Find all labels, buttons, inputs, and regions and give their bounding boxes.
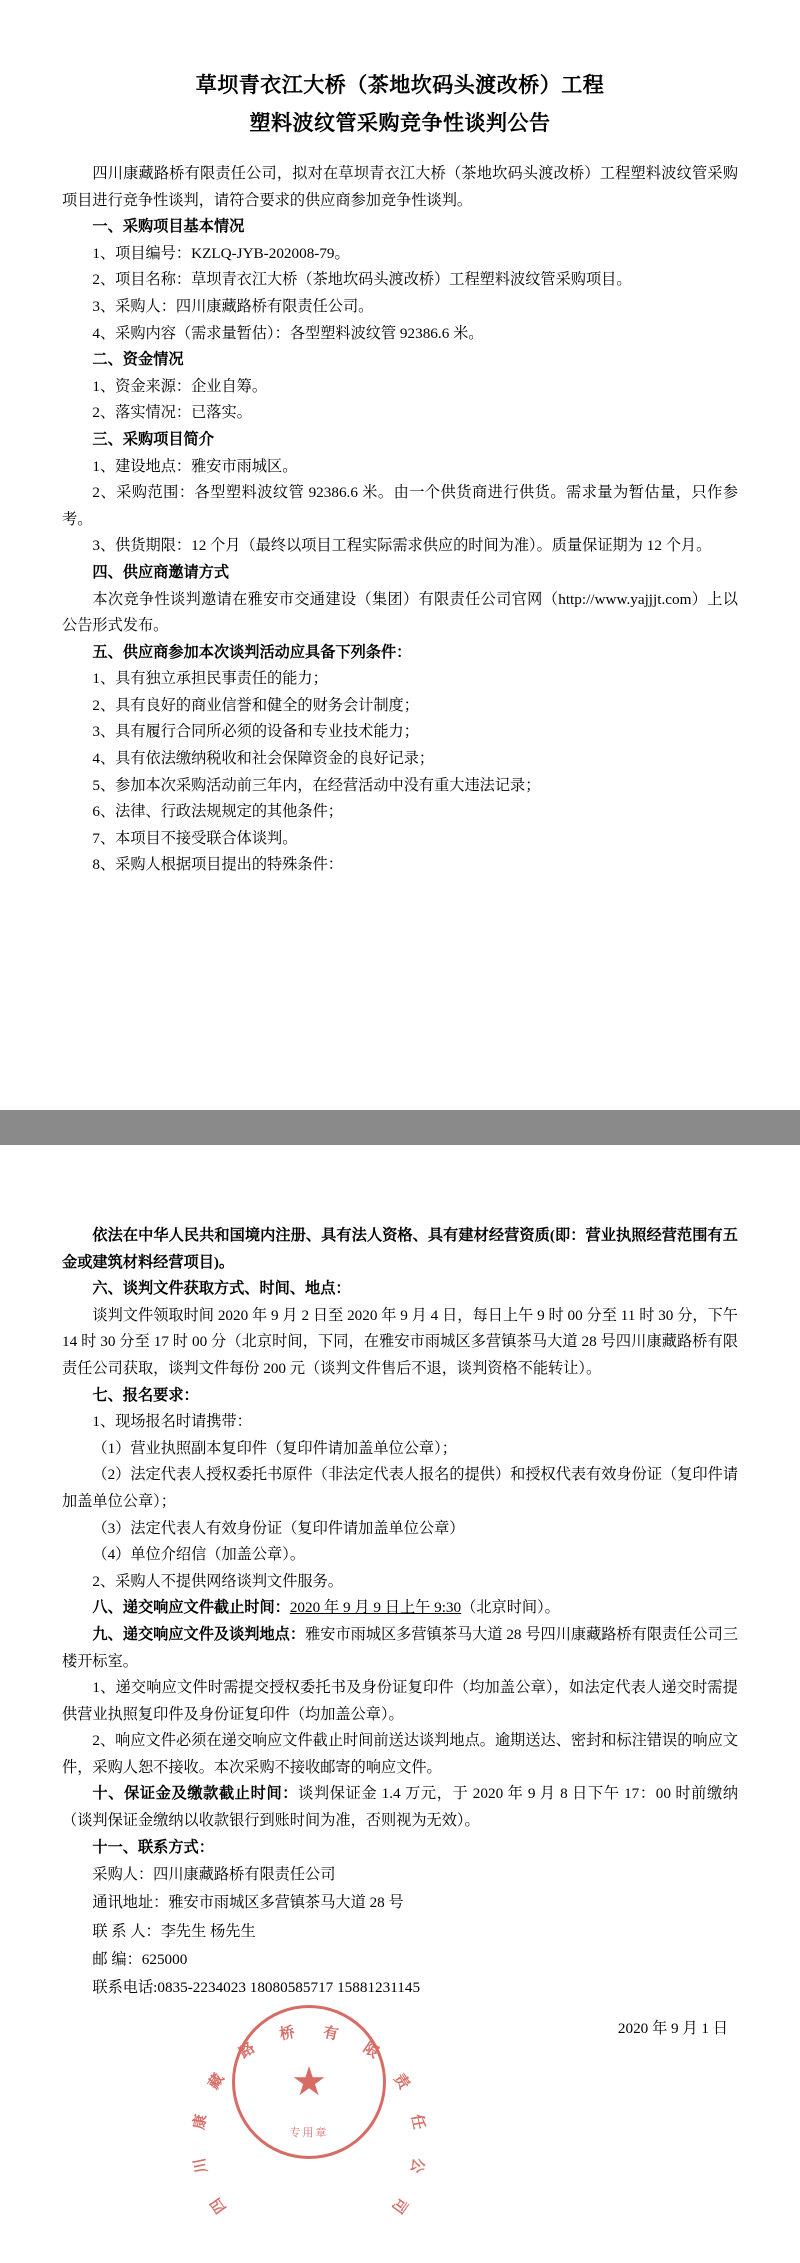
section-heading-9: 九、递交响应文件及谈判地点： — [92, 1625, 306, 1643]
section-7-item-2: （1）营业执照副本复印件（复印件请加盖单位公章）； — [92, 1439, 457, 1457]
page-title-line1: 草坝青衣江大桥（茶地坎码头渡改桥）工程 — [195, 73, 605, 97]
seal-char-2: 康 — [191, 2113, 211, 2131]
section-3-item-2: 2、采购范围：各型塑料波纹管 92386.6 米。由一个供货商进行供货。需求量为暂估量，只作参考。 — [62, 484, 738, 528]
seal-bottom-text: 专用章 — [289, 2127, 329, 2139]
document-date: 2020 年 9 月 1 日 — [617, 2019, 728, 2037]
section-9-location: 雅安市雨城区多营镇茶马大道 28 号四川康藏路桥有限责任公司三楼开标室。 — [62, 1625, 739, 1670]
section-heading-4: 四、供应商邀请方式 — [92, 563, 230, 581]
seal-char-11: 司 — [388, 2194, 410, 2216]
section-heading-1: 一、采购项目基本情况 — [92, 218, 245, 236]
section-heading-10: 十、保证金及缴款截止时间： — [92, 1785, 299, 1803]
section-7-item-4: （3）法定代表人有效身份证（复印件请加盖单位公章） — [92, 1519, 465, 1537]
seal-char-6: 有 — [321, 2024, 340, 2044]
section-6-item-1: 谈判文件领取时间 2020 年 9 月 2 日至 2020 年 9 月 4 日，每日上午 9 时 00 分至 11 时 30 分，下午 14 时 30 分至 17 时 00 分（北京时间，下同，在雅安市雨城区多营镇茶马大道 28 号四川康藏路桥有限责任公司获取，谈判文件每份 200 元（谈判文件售后不退，谈判资格不能转让）。 — [62, 1306, 738, 1377]
section-3-item-1: 1、建设地点：雅安市雨城区。 — [92, 457, 298, 475]
section-heading-11: 十一、联系方式： — [92, 1838, 214, 1856]
document-page-2 — [0, 1145, 800, 2263]
section-9-line — [62, 1622, 738, 1675]
section-heading-7: 七、报名要求： — [92, 1386, 199, 1404]
seal-star-icon: ★ — [291, 2059, 327, 2104]
section-heading-3: 三、采购项目简介 — [92, 430, 214, 448]
seal-char-8: 责 — [390, 2071, 412, 2093]
section-1-item-1: 1、项目编号：KZLQ-JYB-202008-79。 — [92, 244, 350, 262]
seal-char-1: 川 — [192, 2156, 211, 2175]
seal-char-3: 藏 — [206, 2071, 228, 2093]
section-5-item-4: 4、具有依法缴纳税收和社会保障资金的良好记录； — [92, 750, 435, 768]
section-4-item-1: 本次竞争性谈判邀请在雅安市交通建设（集团）有限责任公司官网（http://www.yajjjt.com）上以公告形式发布。 — [62, 590, 738, 635]
section-5-item-5: 5、参加本次采购活动前三年内，在经营活动中没有重大违法记录； — [92, 776, 541, 794]
section-heading-5: 五、供应商参加本次谈判活动应具备下列条件： — [92, 643, 412, 661]
section-2-item-1: 1、资金来源：企业自筹。 — [92, 377, 268, 395]
seal-char-5: 桥 — [278, 2024, 297, 2044]
section-5-item-6: 6、法律、行政法规规定的其他条件； — [92, 803, 343, 821]
section-9-item-2: 2、响应文件必须在递交响应文件截止时间前送达谈判地点。逾期送达、密封和标注错误的响应文件，采购人恕不接收。本次采购不接收邮寄的响应文件。 — [62, 1732, 738, 1776]
contact-person: 联 系 人：李先生 杨先生 — [92, 1922, 256, 1940]
section-10-detail: 谈判保证金 1.4 万元，于 2020 年 9 月 8 日下午 17：00 时前缴纳（谈判保证金缴纳以收款银行到账时间为准，否则视为无效）。 — [62, 1785, 739, 1830]
continuation-paragraph: 依法在中华人民共和国境内注册、具有法人资格、具有建材经营资质(即：营业执照经营范围有五金或建筑材料经营项目)。 — [62, 1227, 738, 1271]
contact-postcode: 邮 编：625000 — [92, 1950, 188, 1968]
section-heading-8: 八、递交响应文件截止时间： — [92, 1599, 290, 1617]
section-3-item-3: 3、供货期限：12 个月（最终以项目工程实际需求供应的时间为准）。质量保证期为 12 个月。 — [92, 537, 712, 555]
seal-char-0: 四 — [208, 2194, 230, 2216]
seal-char-9: 任 — [407, 2113, 427, 2131]
section-8-line — [62, 1595, 738, 1622]
section-9-item-1: 1、递交响应文件时需提交授权委托书及身份证复印件（均加盖公章），如法定代表人递交时需提供营业执照复印件及身份证复印件（均加盖公章）。 — [62, 1679, 738, 1723]
section-8-suffix: （北京时间）。 — [461, 1599, 560, 1617]
section-5-item-2: 2、具有良好的商业信誉和健全的财务会计制度； — [92, 696, 419, 714]
section-5-item-7: 7、本项目不接受联合体谈判。 — [92, 829, 298, 847]
seal-char-10: 公 — [407, 2156, 426, 2175]
section-1-item-4: 4、采购内容（需求量暂估）：各型塑料波纹管 92386.6 米。 — [92, 324, 484, 342]
section-7-item-1: 1、现场报名时请携带： — [92, 1413, 252, 1431]
contact-phone: 联系电话:0835-2234023 18080585717 15881231145 — [92, 1978, 421, 1996]
section-5-item-8: 8、采购人根据项目提出的特殊条件： — [92, 856, 343, 874]
section-1-item-2: 2、项目名称：草坝青衣江大桥（茶地坎码头渡改桥）工程塑料波纹管采购项目。 — [92, 271, 632, 289]
section-2-item-2: 2、落实情况：已落实。 — [92, 404, 252, 422]
section-7-item-6: 2、采购人不提供网络谈判文件服务。 — [92, 1572, 343, 1590]
section-5-item-3: 3、具有履行合同所必须的设备和专业技术能力； — [92, 723, 419, 741]
seal-char-4: 路 — [236, 2040, 259, 2062]
section-8-deadline: 2020 年 9 月 9 日上午 9:30 — [289, 1599, 462, 1617]
page-separator — [0, 1110, 800, 1145]
section-5-item-1: 1、具有独立承担民事责任的能力； — [92, 670, 328, 688]
contact-purchaser: 采购人：四川康藏路桥有限责任公司 — [92, 1866, 336, 1884]
seal-char-7: 限 — [359, 2040, 382, 2062]
section-1-item-3: 3、采购人：四川康藏路桥有限责任公司。 — [92, 297, 374, 315]
contact-address: 通讯地址：雅安市雨城区多营镇茶马大道 28 号 — [92, 1894, 404, 1912]
document-page-1 — [0, 0, 800, 1110]
section-heading-2: 二、资金情况 — [92, 351, 184, 369]
section-heading-6: 六、谈判文件获取方式、时间、地点： — [92, 1280, 351, 1298]
intro-paragraph: 四川康藏路桥有限责任公司，拟对在草坝青衣江大桥（茶地坎码头渡改桥）工程塑料波纹管采购项目进行竞争性谈判，请符合要求的供应商参加竞争性谈判。 — [62, 165, 738, 209]
page-title-line2: 塑料波纹管采购竞争性谈判公告 — [249, 110, 551, 135]
section-10-line — [62, 1781, 738, 1834]
section-7-item-5: （4）单位介绍信（加盖公章）。 — [92, 1546, 306, 1564]
section-7-item-3: （2）法定代表人授权委托书原件（非法定代表人报名的提供）和授权代表有效身份证（复印件请加盖单位公章）； — [62, 1466, 738, 1510]
